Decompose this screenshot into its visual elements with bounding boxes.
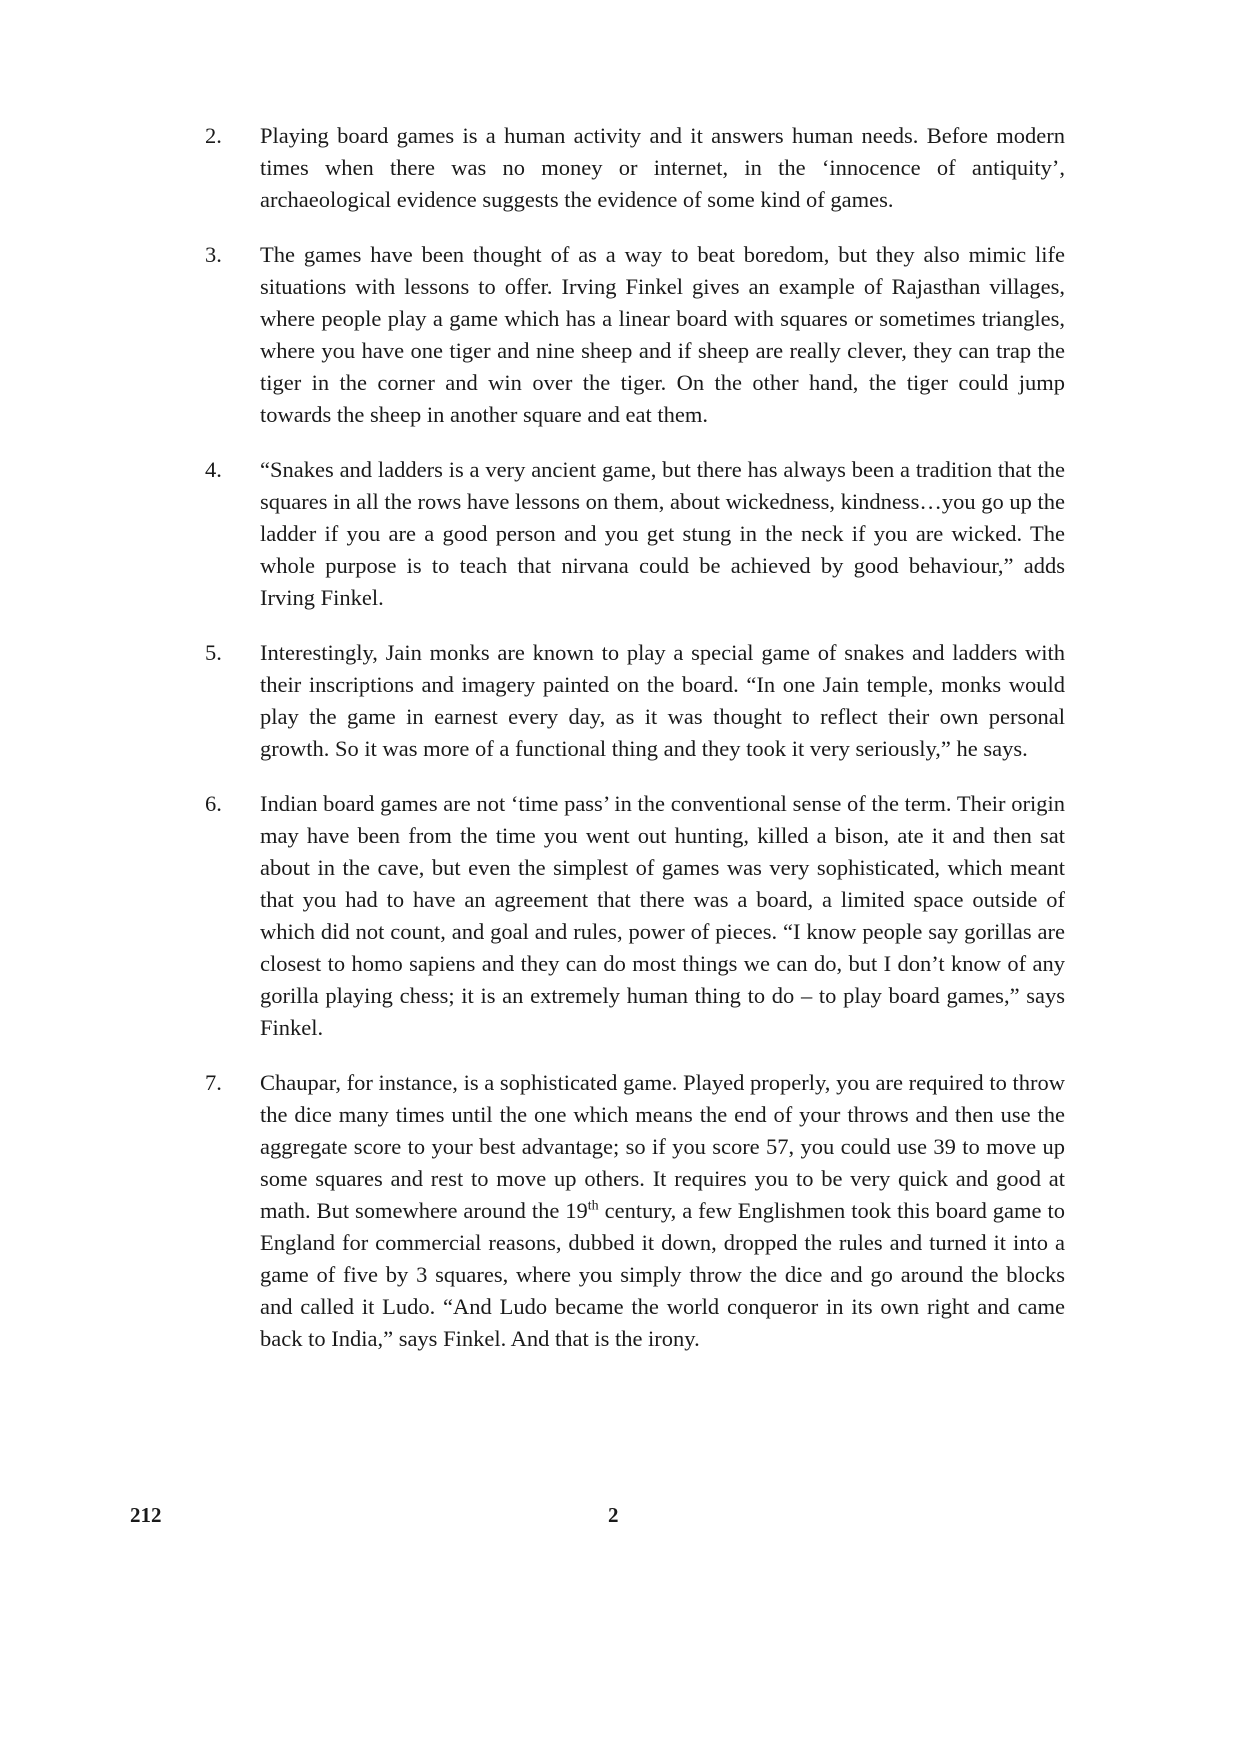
paragraph-text: The games have been thought of as a way to beat boredom, but they also mimic life situations with lessons to offer. Irving Finkel gives an example of Rajasthan villages, where people play a game which has a linear board with squares or sometimes triangles, where you have one tiger and nine sheep and if sheep are really clever, they can trap the tiger in the corner and win over the tiger. On the other hand, the tiger could jump towards the sheep in another square and eat them. — [260, 242, 1065, 427]
document-body — [205, 120, 1065, 1378]
paragraph-5 — [205, 637, 1065, 765]
ordinal-superscript: th — [587, 1198, 599, 1214]
paragraph-text: “Snakes and ladders is a very ancient game, but there has always been a tradition that the squares in all the rows have lessons on them, about wickedness, kindness…you go up the ladder if you are a good person and you get stung in the neck if you are wicked. The whole purpose is to teach that nirvana could be achieved by good behaviour,” adds Irving Finkel. — [260, 457, 1065, 610]
paragraph-7 — [205, 1067, 1065, 1355]
paragraph-4 — [205, 454, 1065, 614]
paragraph-number: 4. — [205, 457, 222, 482]
page-number: 2 — [608, 1503, 619, 1527]
paper-code: 212 — [130, 1503, 162, 1527]
paragraph-text: Playing board games is a human activity and it answers human needs. Before modern times when there was no money or internet, in the ‘innocence of antiquity’, archaeological evidence suggests the evidence of some kind of games. — [260, 123, 1065, 212]
text-after-superscript: century, a few Englishmen took this board game to England for commercial reasons, dubbed it down, dropped the rules and turned it into a game of five by 3 squares, where you simply throw the dice and go around the blocks and called it Ludo. “And Ludo became the world conqueror in its own right and came back to India,” says Finkel. And that is the irony. — [260, 1198, 1065, 1351]
paragraph-number: 6. — [205, 791, 222, 816]
paragraph-2 — [205, 120, 1065, 216]
paragraph-3 — [205, 239, 1065, 431]
paragraph-text — [260, 1067, 1065, 1355]
paragraph-number: 7. — [205, 1070, 222, 1095]
paragraph-number: 2. — [205, 123, 222, 148]
text-before-superscript: Chaupar, for instance, is a sophisticated game. Played properly, you are required to throw the dice many times until the one which means the end of your throws and then use the aggregate score to your best advantage; so if you score 57, you could use 39 to move up some squares and rest to move up others. It requires you to be very quick and good at math. But somewhere around the 19 — [260, 1070, 1065, 1223]
paragraph-number: 5. — [205, 640, 222, 665]
paragraph-text: Interestingly, Jain monks are known to play a special game of snakes and ladders with their inscriptions and imagery painted on the board. “In one Jain temple, monks would play the game in earnest every day, as it was thought to reflect their own personal growth. So it was more of a functional thing and they took it very seriously,” he says. — [260, 640, 1065, 761]
paragraph-number: 3. — [205, 242, 222, 267]
paragraph-text: Indian board games are not ‘time pass’ in the conventional sense of the term. Their origin may have been from the time you went out hunting, killed a bison, ate it and then sat about in the cave, but even the simplest of games was very sophisticated, which meant that you had to have an agreement that there was a board, a limited space outside of which did not count, and goal and rules, power of pieces. “I know people say gorillas are closest to homo sapiens and they can do most things we can do, but I don’t know of any gorilla playing chess; it is an extremely human thing to do – to play board games,” says Finkel. — [260, 791, 1065, 1040]
paragraph-6 — [205, 788, 1065, 1044]
